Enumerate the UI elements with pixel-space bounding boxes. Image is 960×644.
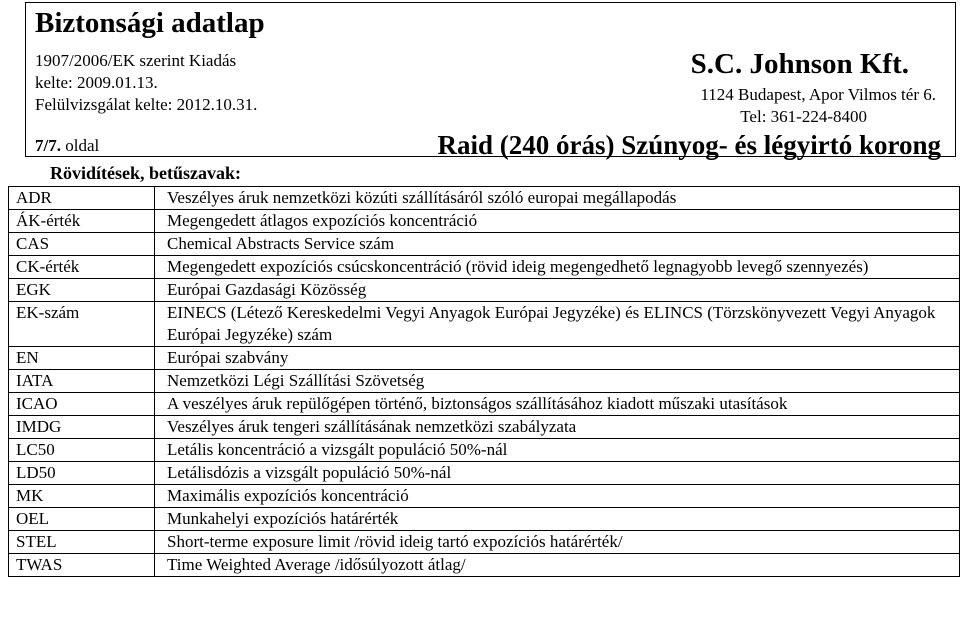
abbreviation-definition: Veszélyes áruk nemzetközi közúti szállításáról szóló europai megállapodás (155, 187, 960, 210)
abbreviation-term: ADR (9, 187, 155, 210)
company-address: 1124 Budapest, Apor Vilmos tér 6. (700, 85, 936, 104)
abbreviation-term: LD50 (9, 462, 155, 485)
abbreviation-definition: Chemical Abstracts Service szám (155, 233, 960, 256)
abbreviation-definition: Munkahelyi expozíciós határérték (155, 508, 960, 531)
abbreviation-term: IATA (9, 370, 155, 393)
abbreviation-definition: Európai Gazdasági Közösség (155, 279, 960, 302)
issue-date: kelte: 2009.01.13. (35, 73, 158, 92)
table-row (9, 210, 960, 233)
abbreviation-term: LC50 (9, 439, 155, 462)
table-row (9, 439, 960, 462)
table-row (9, 393, 960, 416)
table-row (9, 462, 960, 485)
section-heading: Rövidítések, betűszavak: (50, 163, 242, 183)
abbreviation-term: EGK (9, 279, 155, 302)
abbreviation-term: OEL (9, 508, 155, 531)
table-row (9, 416, 960, 439)
abbreviation-term: EK-szám (9, 302, 155, 347)
abbreviation-term: ICAO (9, 393, 155, 416)
page-number: 7/7. (35, 136, 61, 155)
document-title: Biztonsági adatlap (35, 7, 265, 39)
abbreviation-term: CK-érték (9, 256, 155, 279)
abbreviation-definition: Nemzetközi Légi Szállítási Szövetség (155, 370, 960, 393)
table-row (9, 531, 960, 554)
abbreviation-term: ÁK-érték (9, 210, 155, 233)
abbreviations-table (8, 186, 960, 577)
abbreviation-term: STEL (9, 531, 155, 554)
abbreviation-term: TWAS (9, 554, 155, 577)
page-indicator (35, 136, 99, 156)
abbreviation-term: MK (9, 485, 155, 508)
abbreviation-definition: EINECS (Létező Kereskedelmi Vegyi Anyagok Európai Jegyzéke) és ELINCS (Törzskönyvezett Vegyi Anyagok Európai Jegyzéke) szám (155, 302, 960, 347)
abbreviation-definition: Európai szabvány (155, 347, 960, 370)
abbreviation-definition: Megengedett expozíciós csúcskoncentráció (rövid ideig megengedhető legnagyobb levegő szennyezés) (155, 256, 960, 279)
abbreviation-definition: Time Weighted Average /idősúlyozott átlag/ (155, 554, 960, 577)
regulation-line: 1907/2006/EK szerint Kiadás (35, 51, 237, 70)
table-row (9, 347, 960, 370)
table-row (9, 256, 960, 279)
table-row (9, 554, 960, 577)
company-phone: Tel: 361-224-8400 (740, 107, 867, 126)
abbreviation-definition: Megengedett átlagos expozíciós koncentráció (155, 210, 960, 233)
abbreviation-definition: Letálisdózis a vizsgált populáció 50%-nál (155, 462, 960, 485)
document-header (25, 2, 956, 160)
abbreviation-definition: A veszélyes áruk repülőgépen történő, biztonságos szállításához kiadott műszaki utasítások (155, 393, 960, 416)
table-row (9, 233, 960, 256)
abbreviation-term: IMDG (9, 416, 155, 439)
abbreviation-term: CAS (9, 233, 155, 256)
table-row (9, 187, 960, 210)
page-word: oldal (65, 136, 100, 155)
abbreviation-definition: Short-terme exposure limit /rövid ideig tartó expozíciós határérték/ (155, 531, 960, 554)
table-row (9, 485, 960, 508)
table-row (9, 302, 960, 347)
table-row (9, 279, 960, 302)
product-name: Raid (240 órás) Szúnyog- és légyirtó korong (437, 130, 941, 160)
abbreviation-term: EN (9, 347, 155, 370)
review-date: Felülvizsgálat kelte: 2012.10.31. (35, 95, 258, 114)
abbreviation-definition: Veszélyes áruk tengeri szállításának nemzetközi szabályzata (155, 416, 960, 439)
abbreviation-definition: Maximális expozíciós koncentráció (155, 485, 960, 508)
company-name: S.C. Johnson Kft. (690, 48, 909, 80)
abbreviations-table-body (9, 187, 960, 577)
table-row (9, 508, 960, 531)
abbreviation-definition: Letális koncentráció a vizsgált populáció 50%-nál (155, 439, 960, 462)
table-row (9, 370, 960, 393)
